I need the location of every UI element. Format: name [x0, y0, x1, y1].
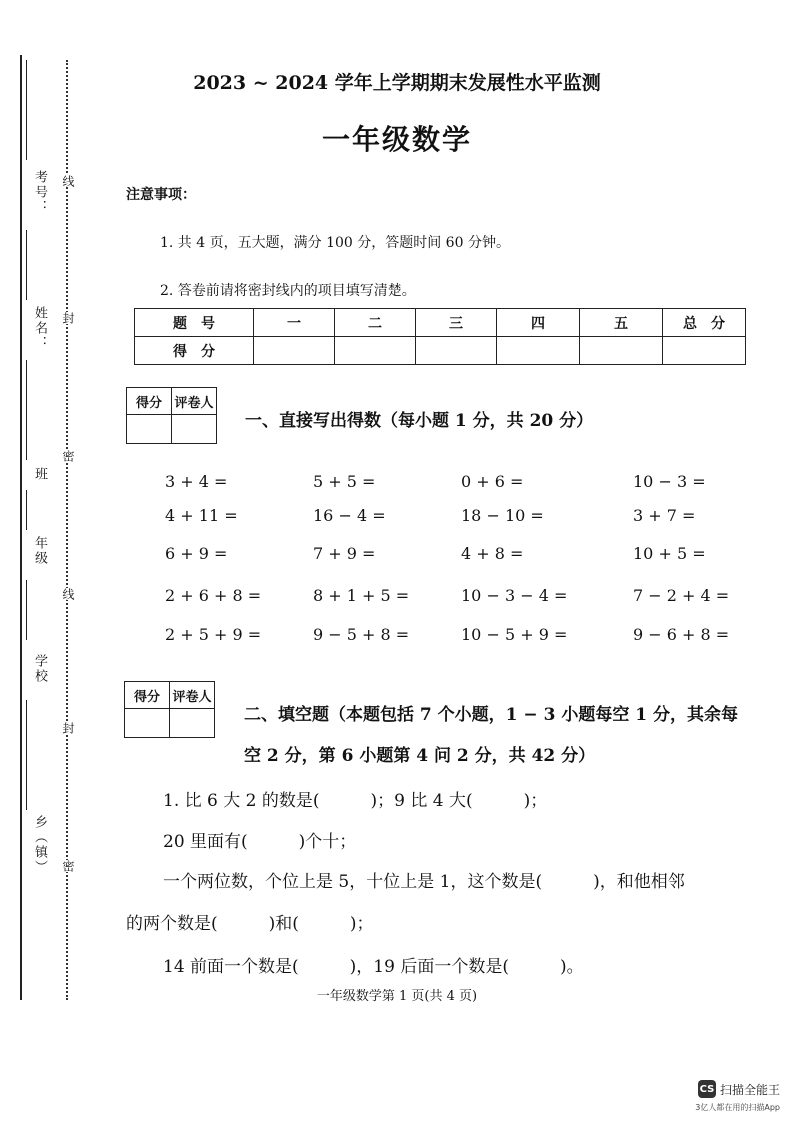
grader-box-2 [124, 681, 215, 738]
exam-subtitle: 一年级数学 [321, 123, 472, 156]
fill-line-2: 20 里面有( )个十； [163, 832, 357, 852]
grader-box-grader-cell[interactable] [172, 415, 217, 444]
exam-no-label: 考号： [32, 170, 47, 215]
name-label: 姓名： [32, 306, 47, 351]
section-2-title-line-2: 空 2 分，第 6 小题第 4 问 2 分，共 42 分） [244, 746, 596, 766]
scanner-brand-name: 扫描全能王 [719, 1082, 780, 1097]
problem-5-3: 10 − 5 + 9 = [461, 625, 568, 644]
problem-3-1: 6 + 9 = [165, 544, 228, 563]
notice-label: 注意事项： [126, 187, 196, 203]
notice-item-2: 2. 答卷前请将密封线内的项目填写清楚。 [160, 283, 416, 299]
score-table-header-total: 总 分 [663, 309, 746, 337]
score-cell-q4[interactable] [497, 337, 580, 365]
problem-4-2: 8 + 1 + 5 = [313, 586, 410, 605]
grader-box-2-grader-cell[interactable] [170, 709, 215, 738]
problem-1-1: 3 + 4 = [165, 472, 228, 491]
problem-5-2: 9 − 5 + 8 = [313, 625, 410, 644]
problem-1-3: 0 + 6 = [461, 472, 524, 491]
township-blank[interactable] [26, 700, 27, 810]
seal-text-line: 线 [61, 175, 75, 187]
problem-2-1: 4 + 11 = [165, 506, 238, 525]
grader-box-score-cell[interactable] [127, 415, 172, 444]
school-label: 学校 [32, 654, 47, 684]
problem-2-4: 3 + 7 = [633, 506, 696, 525]
grade-label: 年级 [32, 536, 47, 566]
scanner-slogan: 3亿人都在用的扫描App [695, 1103, 780, 1112]
score-table-header-number: 题 号 [135, 309, 254, 337]
section-2-title-line-1: 二、填空题（本题包括 7 个小题，1 − 3 小题每空 1 分，其余每 [244, 705, 738, 725]
problem-5-4: 9 − 6 + 8 = [633, 625, 730, 644]
problem-3-2: 7 + 9 = [313, 544, 376, 563]
seal-text-mi-2: 密 [61, 860, 75, 872]
score-table-row-label: 得 分 [135, 337, 254, 365]
fill-line-4: 的两个数是( )和( )； [126, 914, 374, 934]
class-label: 班 [32, 467, 47, 482]
grader-box-2-grader-label: 评卷人 [170, 682, 215, 709]
score-table-header-q3: 三 [416, 309, 497, 337]
score-table-header-q2: 二 [335, 309, 416, 337]
problem-3-3: 4 + 8 = [461, 544, 524, 563]
score-table [134, 308, 746, 365]
seal-text-feng: 封 [61, 312, 75, 324]
township-label: 乡（镇） [32, 815, 47, 875]
seal-text-line-2: 线 [61, 588, 75, 600]
problem-4-3: 10 − 3 − 4 = [461, 586, 568, 605]
score-cell-q2[interactable] [335, 337, 416, 365]
score-table-header-q1: 一 [254, 309, 335, 337]
grader-box-1 [126, 387, 217, 444]
problem-3-4: 10 + 5 = [633, 544, 706, 563]
grade-blank[interactable] [26, 490, 27, 530]
problem-4-1: 2 + 6 + 8 = [165, 586, 262, 605]
seal-text-mi: 密 [61, 450, 75, 462]
fill-line-5: 14 前面一个数是( )，19 后面一个数是( )。 [163, 957, 584, 977]
score-cell-q1[interactable] [254, 337, 335, 365]
scanner-logo-icon: CS [698, 1080, 716, 1098]
score-cell-q3[interactable] [416, 337, 497, 365]
grader-box-grader-label: 评卷人 [172, 388, 217, 415]
problem-2-3: 18 − 10 = [461, 506, 544, 525]
seal-dotted-line [66, 60, 68, 1000]
school-blank[interactable] [26, 580, 27, 640]
exam-title: 2023 ~ 2024 学年上学期期末发展性水平监测 [193, 72, 601, 94]
name-blank[interactable] [26, 230, 27, 300]
fill-line-3: 一个两位数，个位上是 5，十位上是 1，这个数是( )，和他相邻 [163, 872, 685, 892]
notice-item-1: 1. 共 4 页，五大题，满分 100 分，答题时间 60 分钟。 [160, 235, 510, 251]
section-1-title: 一、直接写出得数（每小题 1 分，共 20 分） [245, 411, 594, 431]
problem-1-2: 5 + 5 = [313, 472, 376, 491]
problem-2-2: 16 − 4 = [313, 506, 386, 525]
score-table-header-q4: 四 [497, 309, 580, 337]
score-cell-total[interactable] [663, 337, 746, 365]
class-blank[interactable] [26, 360, 27, 460]
problem-4-4: 7 − 2 + 4 = [633, 586, 730, 605]
problem-5-1: 2 + 5 + 9 = [165, 625, 262, 644]
page-footer: 一年级数学第 1 页(共 4 页) [316, 989, 478, 1004]
grader-box-2-score-label: 得分 [125, 682, 170, 709]
problem-1-4: 10 − 3 = [633, 472, 706, 491]
grader-box-2-score-cell[interactable] [125, 709, 170, 738]
grader-box-score-label: 得分 [127, 388, 172, 415]
score-cell-q5[interactable] [580, 337, 663, 365]
seal-text-feng-2: 封 [61, 722, 75, 734]
margin-solid-line [20, 55, 22, 1000]
scanner-watermark [698, 1080, 780, 1098]
fill-line-1: 1. 比 6 大 2 的数是( )；9 比 4 大( )； [163, 791, 548, 811]
score-table-header-q5: 五 [580, 309, 663, 337]
